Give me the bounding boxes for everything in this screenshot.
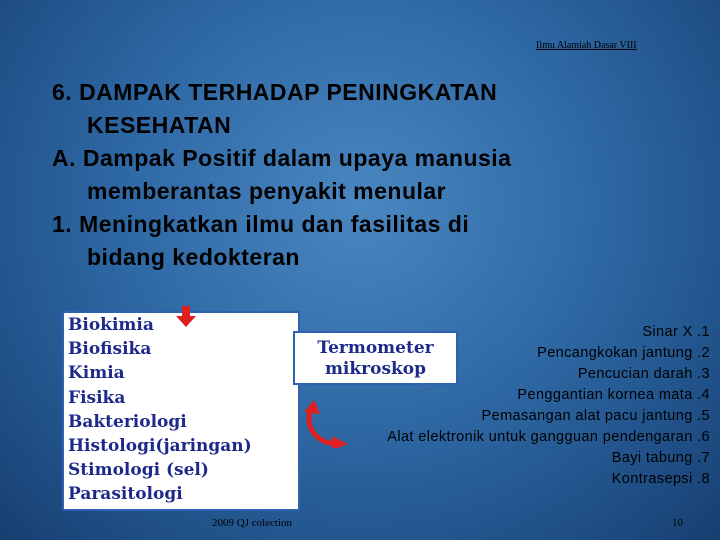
- heading-line-6: bidang kedokteran: [87, 244, 300, 270]
- subject-item: Fisika: [68, 387, 126, 408]
- subject-item: Bakteriologi: [68, 411, 187, 432]
- subjects-list: [68, 313, 252, 507]
- instrument-label: Termometer: [317, 338, 434, 358]
- facility-item: Sinar X .1: [642, 324, 710, 340]
- subject-item: Biofisika: [68, 339, 152, 360]
- red-down-arrow-icon: [176, 306, 196, 328]
- heading-line-4: memberantas penyakit menular: [87, 178, 447, 204]
- heading-line-1: 6. DAMPAK TERHADAP PENINGKATAN: [52, 79, 498, 105]
- facility-item: Pencucian darah .3: [577, 366, 710, 382]
- facility-item: Alat elektronik untuk gangguan pendengaran .6: [387, 429, 710, 445]
- footer-credit: 2009 QJ colection: [212, 517, 293, 529]
- slide-heading: [52, 76, 692, 274]
- subject-item: Biokimia: [68, 315, 154, 335]
- subject-item: Histologi(jaringan): [68, 436, 252, 457]
- heading-line-5: 1. Meningkatkan ilmu dan fasilitas di: [52, 211, 470, 237]
- heading-line-3: A. Dampak Positif dalam upaya manusia: [52, 145, 512, 171]
- heading-line-2: KESEHATAN: [87, 112, 232, 138]
- instrument-label: mikroskop: [324, 359, 427, 379]
- facility-item: Bayi tabung .7: [611, 450, 710, 466]
- subject-item: Kimia: [68, 363, 125, 384]
- facility-item: Pemasangan alat pacu jantung .5: [481, 408, 710, 424]
- facility-item: Pencangkokan jantung .2: [537, 345, 710, 361]
- subject-item: Parasitologi: [68, 484, 183, 505]
- page-number: 10: [672, 517, 683, 529]
- course-title: Ilmu Alamiah Dasar VIII: [536, 40, 637, 51]
- facilities-list: [270, 322, 710, 490]
- facility-item: Kontrasepsi .8: [611, 471, 710, 487]
- subject-item: Stimologi (sel): [68, 460, 209, 481]
- facility-item: Penggantian kornea mata .4: [517, 387, 710, 403]
